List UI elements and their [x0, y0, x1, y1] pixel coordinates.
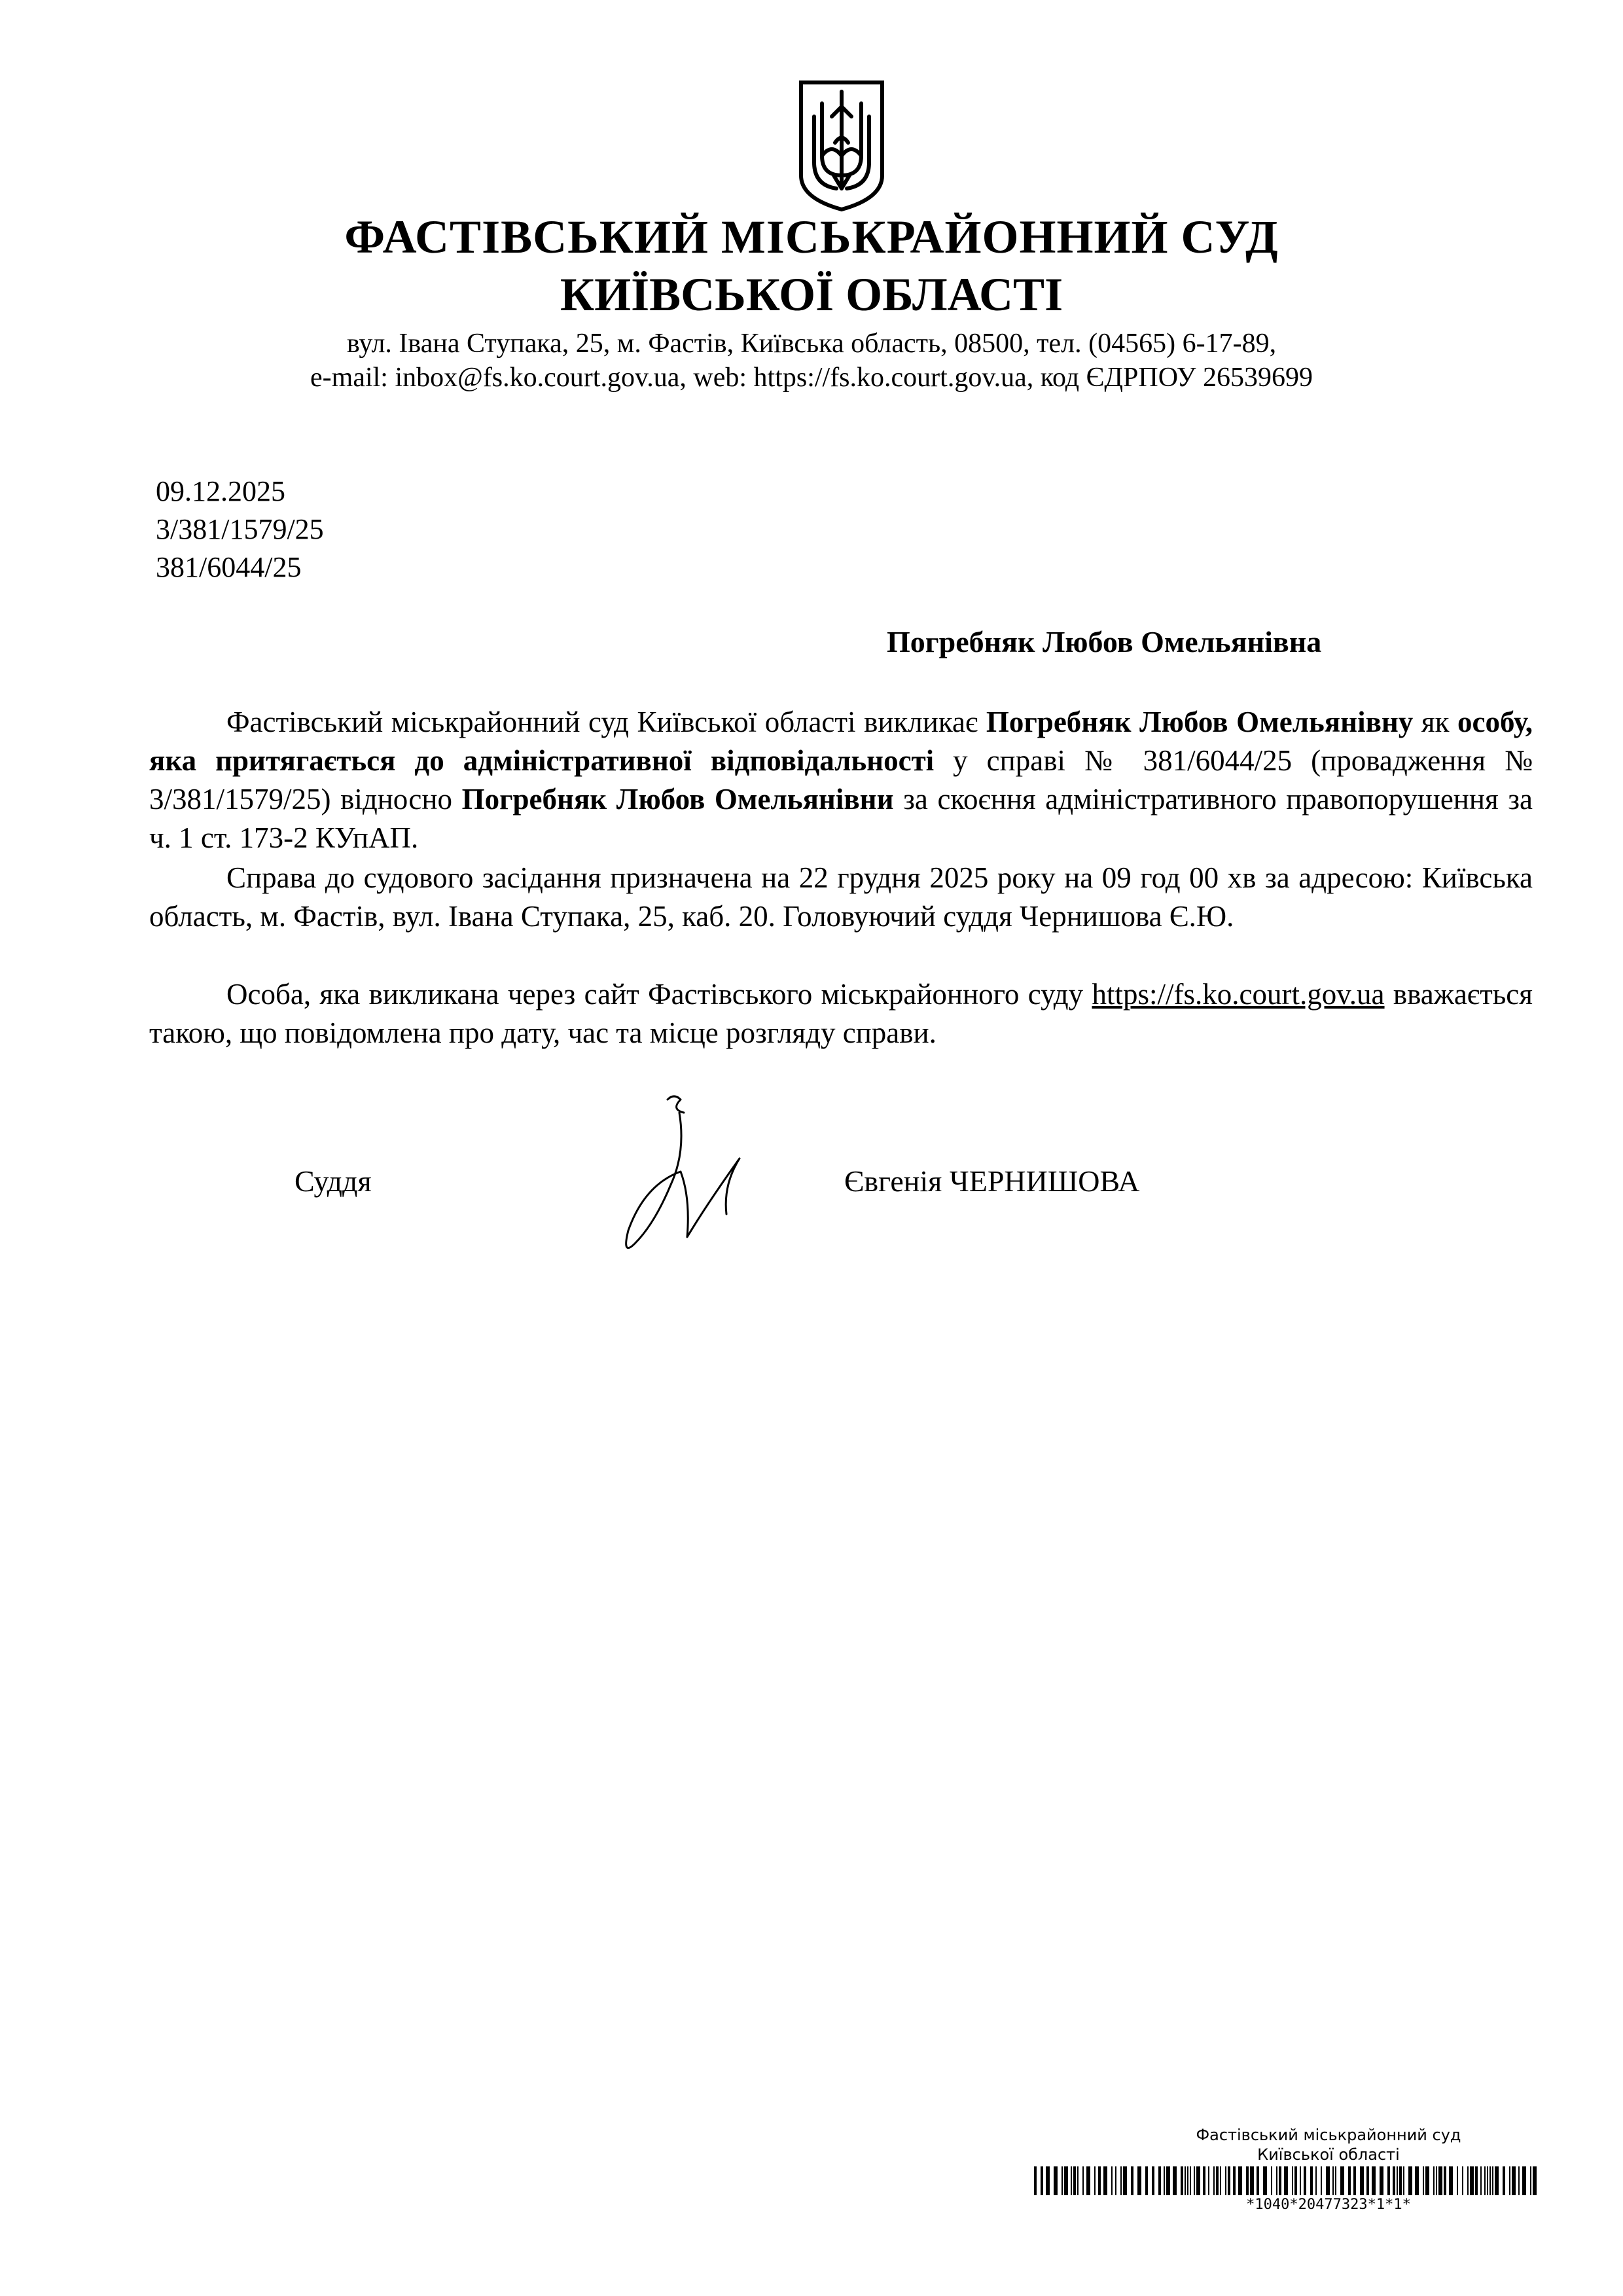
p1-text-3: у справі № 381/6044/25 (провадження № 3/381/1579/25) відносно — [149, 744, 1533, 816]
barcode-bar — [1263, 2166, 1267, 2195]
court-name-line2: КИЇВСЬКОЇ ОБЛАСТІ — [560, 268, 1063, 321]
barcode-bar — [1332, 2166, 1334, 2195]
barcode-bar — [1086, 2166, 1090, 2195]
barcode-bar — [1408, 2166, 1412, 2195]
barcode-bar — [1220, 2166, 1221, 2195]
barcode-bar — [1512, 2166, 1516, 2195]
barcode-bar — [1164, 2166, 1165, 2195]
barcode-bar — [1279, 2166, 1281, 2195]
barcode-bar — [1484, 2166, 1486, 2195]
barcode-bar — [1054, 2166, 1058, 2195]
barcode-bar — [1166, 2166, 1170, 2195]
barcode-bar — [1064, 2166, 1068, 2195]
barcode-bar — [1304, 2166, 1306, 2195]
person-role: особу, яка притягається до адміністративної відповідальності — [149, 706, 1533, 777]
p1-text-2: як — [1413, 706, 1457, 738]
barcode-bar — [1077, 2166, 1079, 2195]
barcode-bar — [1530, 2166, 1531, 2195]
barcode-bar — [1509, 2166, 1510, 2195]
barcode-bar — [1403, 2166, 1404, 2195]
barcode-bar — [1194, 2166, 1195, 2195]
barcode-bar — [1438, 2166, 1442, 2195]
barcode-bar — [1495, 2166, 1499, 2195]
barcode-bar — [1360, 2166, 1364, 2195]
barcode-bar — [1111, 2166, 1113, 2195]
barcode-bar — [1326, 2166, 1330, 2195]
judge-label: Суддя — [294, 1164, 372, 1198]
barcode-bar — [1250, 2166, 1254, 2195]
barcode-bar — [1073, 2166, 1076, 2195]
barcode-bar — [1187, 2166, 1188, 2195]
barcode-bar — [1340, 2166, 1344, 2195]
barcode-bar — [1098, 2166, 1101, 2195]
barcode-bar — [1213, 2166, 1215, 2195]
barcode-bar — [1449, 2166, 1453, 2195]
barcode-bar — [1257, 2166, 1259, 2195]
proceeding-number: 3/381/1579/25 — [156, 513, 324, 545]
barcode-bar — [1115, 2166, 1116, 2195]
document-date: 09.12.2025 — [156, 475, 285, 507]
barcode-bar — [1315, 2166, 1317, 2195]
barcode-bar — [1103, 2166, 1107, 2195]
court-contacts-line: e-mail: inbox@fs.ko.court.gov.ua, web: https://fs.ko.court.gov.ua, код ЄДРПОУ 26539699 — [310, 363, 1313, 393]
barcode-bar — [1271, 2166, 1272, 2195]
barcode-bar — [1310, 2166, 1313, 2195]
barcode-bar — [1190, 2166, 1191, 2195]
barcode-bar — [1071, 2166, 1072, 2195]
barcode-bar — [1467, 2166, 1469, 2195]
barcode-bar — [1480, 2166, 1482, 2195]
barcode-bar — [1137, 2166, 1141, 2195]
notice-paragraph — [149, 975, 1533, 1052]
footer-court-region: Київської області — [1257, 2145, 1400, 2164]
barcode-bar — [1397, 2166, 1398, 2195]
barcode-bar — [1123, 2166, 1127, 2195]
barcode-bar — [1387, 2166, 1390, 2195]
barcode-bar — [1145, 2166, 1148, 2195]
barcode-bar — [1470, 2166, 1474, 2195]
hearing-paragraph — [149, 859, 1533, 936]
barcode-bar — [1380, 2166, 1383, 2195]
recipient-name: Погребняк Любов Омельянівна — [887, 625, 1322, 658]
barcode-bar — [1487, 2166, 1488, 2195]
judge-name: Євгенія ЧЕРНИШОВА — [844, 1164, 1140, 1198]
barcode-bar — [1208, 2166, 1209, 2195]
barcode-bar — [1399, 2166, 1402, 2195]
summons-paragraph — [149, 703, 1533, 857]
barcode-bar — [1489, 2166, 1491, 2195]
barcode-bar — [1152, 2166, 1154, 2195]
barcode-bar — [1425, 2166, 1429, 2195]
barcode-bar — [1518, 2166, 1520, 2195]
court-name-line1: ФАСТІВСЬКИЙ МІСЬКРАЙОННИЙ СУД — [344, 211, 1279, 263]
barcode-bar — [1444, 2166, 1446, 2195]
barcode-bar — [1094, 2166, 1096, 2195]
barcode-bar — [1294, 2166, 1297, 2195]
barcode-bar — [1276, 2166, 1277, 2195]
barcode-bar — [1372, 2166, 1376, 2195]
p1-text-1: Фастівський міськрайонний суд Київської області викликає — [226, 706, 986, 738]
footer-court-name: Фастівський міськрайонний суд — [1196, 2126, 1461, 2144]
barcode-bar — [1457, 2166, 1458, 2195]
p1-text-4: за скоєння адміністративного правопорушення за ч. 1 ст. 173-2 КУпАП. — [149, 783, 1533, 854]
barcode-bar — [1061, 2166, 1063, 2195]
document-barcode — [1034, 2166, 1538, 2195]
barcode-bar — [1034, 2166, 1037, 2195]
barcode-number: *1040*20477323*1*1* — [1246, 2197, 1411, 2213]
barcode-bar — [1292, 2166, 1293, 2195]
barcode-bar — [1233, 2166, 1236, 2195]
barcode-bar — [1238, 2166, 1242, 2195]
p3-text-2: вважається такою, що повідомлена про дату, час та місце розгляду справи. — [149, 978, 1533, 1049]
barcode-bar — [1522, 2166, 1526, 2195]
barcode-bar — [1120, 2166, 1122, 2195]
barcode-bar — [1415, 2166, 1419, 2195]
barcode-bar — [1196, 2166, 1200, 2195]
barcode-bar — [1492, 2166, 1493, 2195]
barcode-bar — [1216, 2166, 1219, 2195]
barcode-bar — [1173, 2166, 1177, 2195]
barcode-bar — [1393, 2166, 1395, 2195]
barcode-bar — [1533, 2166, 1537, 2195]
barcode-bar — [1335, 2166, 1336, 2195]
barcode-bar — [1228, 2166, 1230, 2195]
barcode-bar — [1433, 2166, 1435, 2195]
barcode-bar — [1185, 2166, 1186, 2195]
summoned-person-name: Погребняк Любов Омельянівну — [986, 706, 1414, 738]
barcode-bar — [1046, 2166, 1050, 2195]
court-address-line: вул. Івана Ступака, 25, м. Фастів, Київська область, 08500, тел. (04565) 6-17-89, — [346, 329, 1277, 359]
barcode-bar — [1246, 2166, 1249, 2195]
barcode-bar — [1284, 2166, 1288, 2195]
coat-of-arms-emblem — [796, 77, 887, 215]
barcode-bar — [1203, 2166, 1205, 2195]
handwritten-signature — [609, 1073, 766, 1276]
barcode-bar — [1181, 2166, 1183, 2195]
person-name-genitive: Погребняк Любов Омельянівни — [461, 783, 894, 816]
barcode-bar — [1436, 2166, 1437, 2195]
barcode-bar — [1348, 2166, 1351, 2195]
barcode-bar — [1503, 2166, 1505, 2195]
barcode-bar — [1300, 2166, 1301, 2195]
barcode-bar — [1082, 2166, 1084, 2195]
case-number: 381/6044/25 — [156, 551, 302, 583]
barcode-bar — [1353, 2166, 1356, 2195]
court-website-link[interactable]: https://fs.ko.court.gov.ua — [1092, 978, 1385, 1011]
barcode-bar — [1321, 2166, 1322, 2195]
barcode-bar — [1131, 2166, 1133, 2195]
barcode-bar — [1366, 2166, 1369, 2195]
barcode-bar — [1462, 2166, 1463, 2195]
barcode-bar — [1475, 2166, 1478, 2195]
barcode-bar — [1158, 2166, 1161, 2195]
barcode-bar — [1423, 2166, 1424, 2195]
barcode-bar — [1225, 2166, 1226, 2195]
p3-text-1: Особа, яка викликана через сайт Фастівського міськрайонного суду — [226, 978, 1092, 1011]
hearing-text: Справа до судового засідання призначена на 22 грудня 2025 року на 09 год 00 хв за адресою: Київська область, м. Фастів, вул. Івана Ступака, 25, каб. 20. Головуючий суддя Чернишова Є.Ю. — [149, 861, 1533, 933]
barcode-bar — [1041, 2166, 1043, 2195]
